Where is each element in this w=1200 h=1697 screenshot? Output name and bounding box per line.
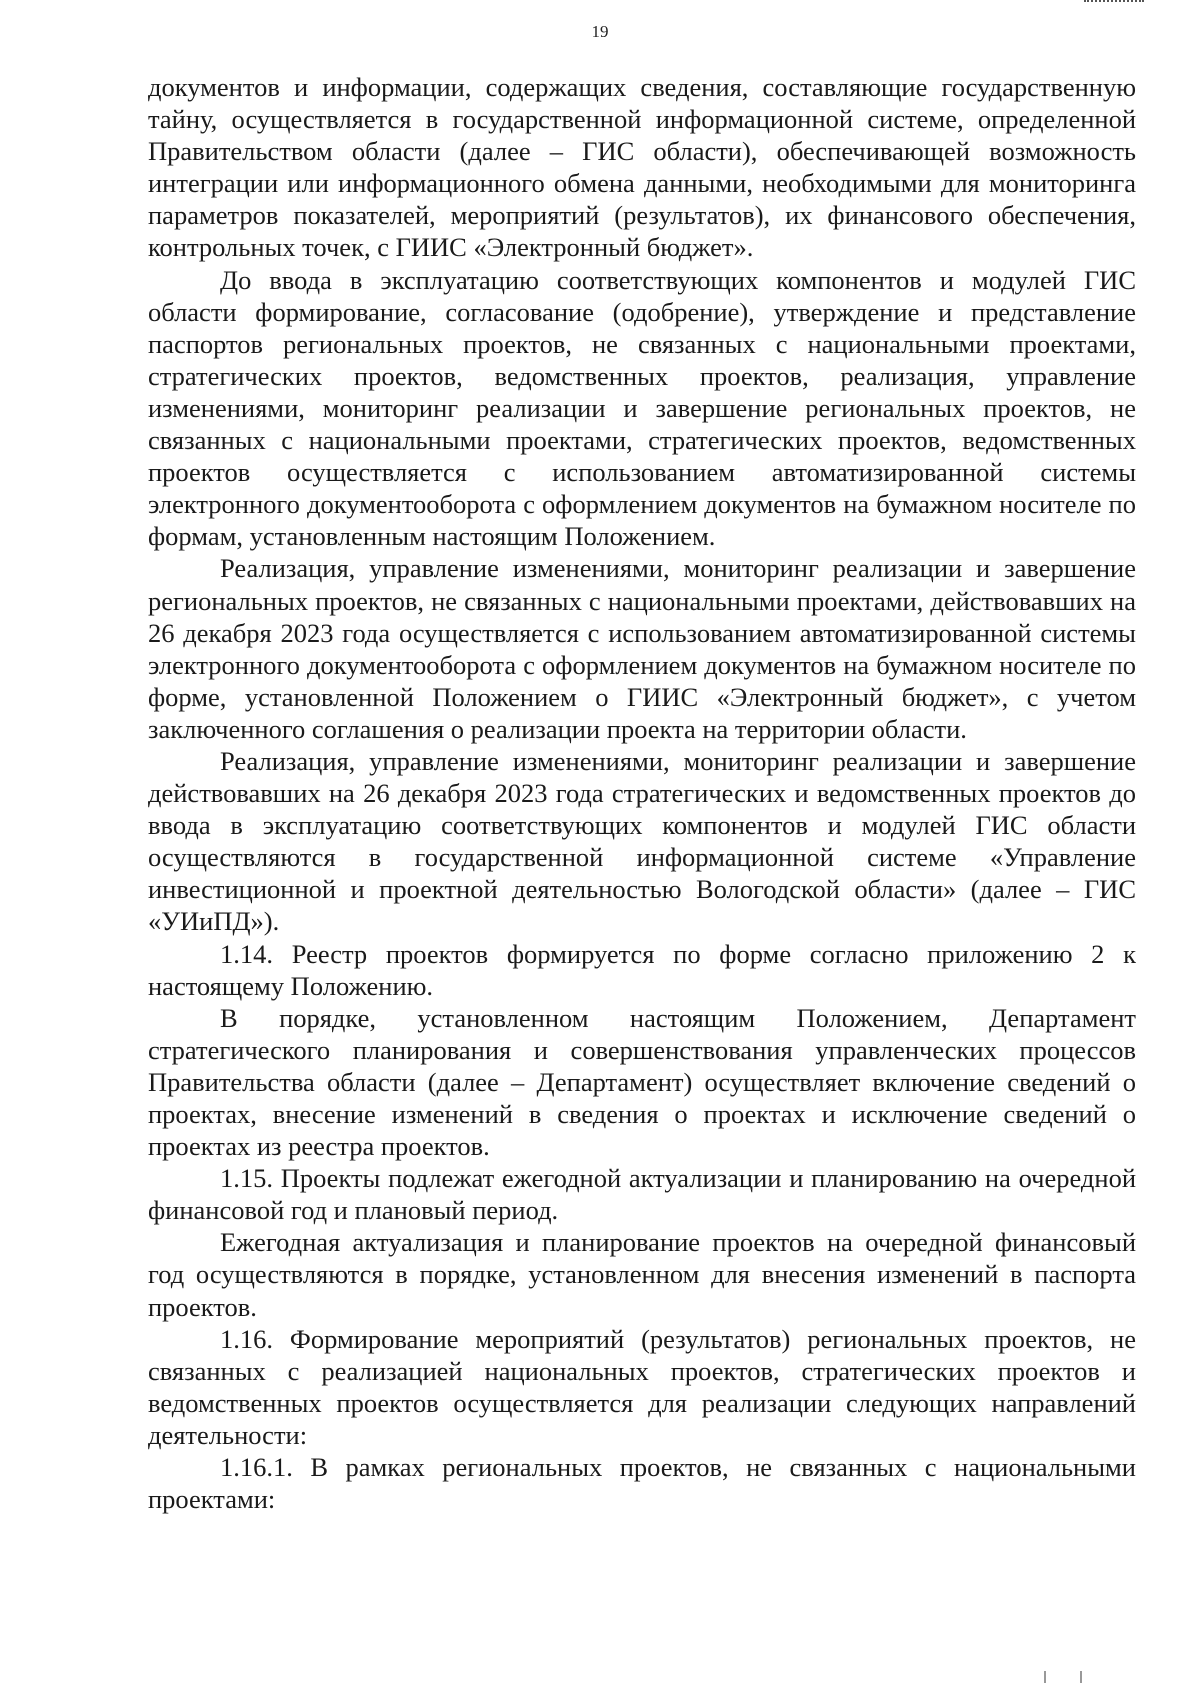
scan-artifact-bottom — [1044, 1671, 1082, 1683]
paragraph-continuation: документов и информации, содержащих сведения, составляющие государственную тайну, осуществляется в государственной информационной системе, определенной Правительством области (далее – ГИС области), обеспечивающей возможность интеграции или информационного обмена данными, необходимыми для мониторинга параметров показателей, мероприятий (результатов), их финансового обеспечения, контрольных точек, с ГИИС «Электронный бюджет». — [148, 72, 1136, 263]
page-number: 19 — [591, 22, 609, 41]
document-body — [148, 71, 1136, 1515]
paragraph-1-15: 1.15. Проекты подлежат ежегодной актуализации и планированию на очередной финансовой год и плановый период. — [148, 1163, 1136, 1226]
paragraph-annual-update: Ежегодная актуализация и планирование проектов на очередной финансовый год осуществляются в порядке, установленном для внесения изменений в паспорта проектов. — [148, 1227, 1136, 1322]
paragraph-department: В порядке, установленном настоящим Положением, Департамент стратегического планирования и совершенствования управленческих процессов Правительства области (далее – Департамент) осуществляет включение сведений о проектах, внесение изменений в сведения о проектах и исключение сведений о проектах из реестра проектов. — [148, 1002, 1136, 1162]
paragraph-1-14: 1.14. Реестр проектов формируется по форме согласно приложению 2 к настоящему Положению. — [148, 938, 1136, 1001]
paragraph-gis-transition: До ввода в эксплуатацию соответствующих компонентов и модулей ГИС области формирование, согласование (одобрение), утверждение и представление паспортов региональных проектов, не связанных с национальными проектами, стратегических проектов, ведомственных проектов, реализация, управление изменениями, мониторинг реализации и завершение региональных проектов, не связанных с национальными проектами, стратегических проектов, ведомственных проектов осуществляется с использованием автоматизированной системы электронного документооборота с оформлением документов на бумажном носителе по формам, установленным настоящим Положением. — [148, 264, 1136, 552]
scan-artifact-top — [1084, 0, 1144, 5]
paragraph-1-16-1: 1.16.1. В рамках региональных проектов, не связанных с национальными проектами: — [148, 1452, 1136, 1515]
paragraph-1-16: 1.16. Формирование мероприятий (результатов) региональных проектов, не связанных с реализацией национальных проектов, стратегических проектов и ведомственных проектов осуществляется для реализации следующих направлений деятельности: — [148, 1323, 1136, 1450]
paragraph-strategic-projects-2023: Реализация, управление изменениями, мониторинг реализации и завершение действовавших на 26 декабря 2023 года стратегических и ведомственных проектов до ввода в эксплуатацию соответствующих компонентов и модулей ГИС области осуществляются в государственной информационной системе «Управление инвестиционной и проектной деятельностью Вологодской области» (далее – ГИС «УИиПД»). — [148, 745, 1136, 937]
paragraph-regional-projects-2023: Реализация, управление изменениями, мониторинг реализации и завершение региональных проектов, не связанных с национальными проектами, действовавших на 26 декабря 2023 года осуществляется с использованием автоматизированной системы электронного документооборота с оформлением документов на бумажном носителе по форме, установленной Положением о ГИИС «Электронный бюджет», с учетом заключенного соглашения о реализации проекта на территории области. — [148, 553, 1136, 744]
